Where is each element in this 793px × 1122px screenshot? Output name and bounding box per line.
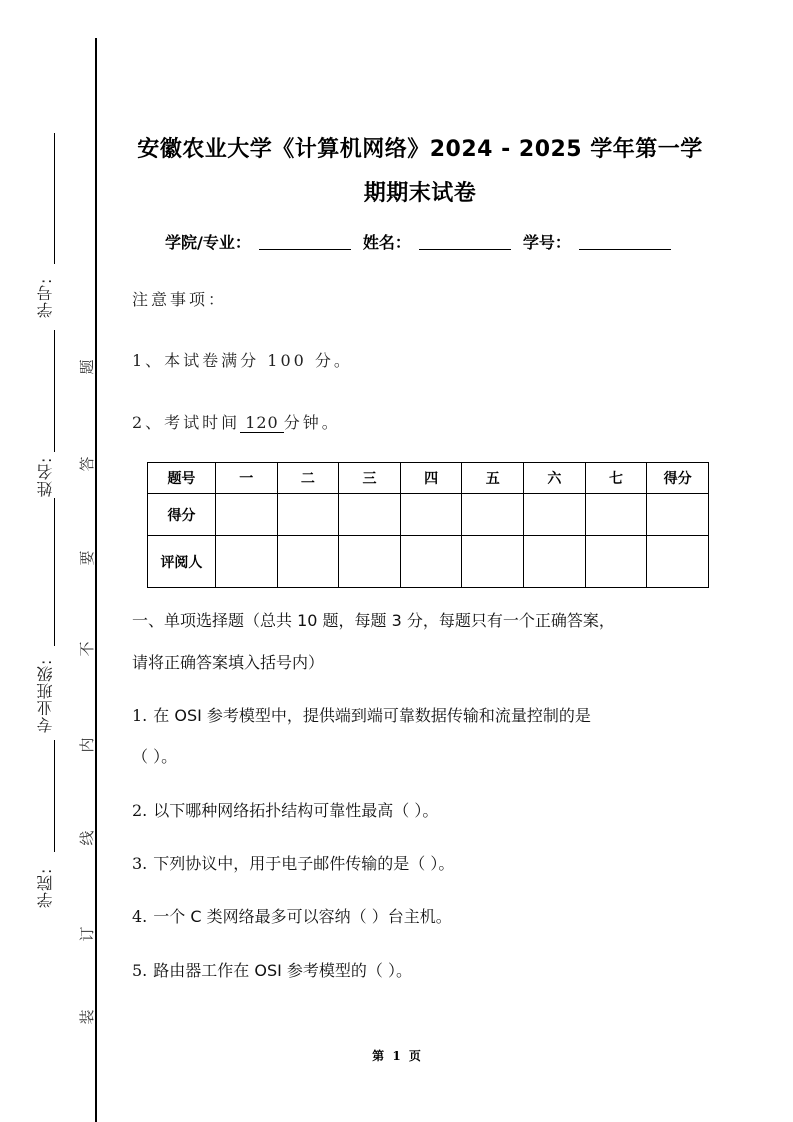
table-header-cell: 得分 — [647, 463, 709, 494]
question-text: 路由器工作在 OSI 参考模型的（ ）。 — [153, 961, 412, 980]
binding-label-class: 专业班级: — [36, 658, 55, 734]
question-4 — [132, 907, 717, 927]
question-number: 3. — [132, 854, 148, 873]
question-1-continuation: （ ）。 — [132, 747, 178, 766]
notes-item-2 — [132, 410, 341, 433]
score-cell[interactable] — [339, 494, 401, 536]
question-text: 在 OSI 参考模型中，提供端到端可靠数据传输和流量控制的是 — [153, 706, 591, 725]
reviewer-cell[interactable] — [277, 536, 339, 588]
reviewer-cell[interactable] — [400, 536, 462, 588]
exam-title-line1: 安徽农业大学《计算机网络》2024 - 2025 学年第一学 — [137, 137, 703, 162]
notes-heading: 注意事项： — [132, 290, 228, 309]
score-cell[interactable] — [277, 494, 339, 536]
seal-char-xian: 线 — [78, 830, 96, 846]
seal-char-ding: 订 — [78, 926, 96, 942]
binding-label-student-id: 学号: — [36, 277, 55, 319]
question-3 — [132, 854, 717, 874]
seal-char-bu: 不 — [78, 641, 96, 657]
question-text: 一个 C 类网络最多可以容纳（ ）台主机。 — [153, 907, 452, 926]
student-id-field[interactable] — [579, 232, 671, 250]
score-cell[interactable] — [647, 494, 709, 536]
notes-item-2-prefix: 2、考试时间 — [132, 413, 241, 432]
binding-label-name: 姓名: — [36, 456, 55, 498]
score-cell[interactable] — [215, 494, 277, 536]
question-number: 4. — [132, 907, 148, 926]
question-number: 1. — [132, 706, 148, 725]
question-5 — [132, 961, 717, 981]
reviewer-cell[interactable] — [462, 536, 524, 588]
section-title-line1: 一、单项选择题（总共 10 题，每题 3 分，每题只有一个正确答案， — [132, 611, 615, 630]
exam-title-line2: 期期末试卷 — [363, 181, 477, 206]
binding-blank-line — [54, 330, 55, 452]
reviewer-cell[interactable] — [339, 536, 401, 588]
table-header-cell: 六 — [524, 463, 586, 494]
name-field[interactable] — [419, 232, 511, 250]
notes-item-1: 1、本试卷满分 100 分。 — [132, 351, 353, 370]
reviewer-row — [148, 536, 709, 588]
question-text: 以下哪种网络拓扑结构可靠性最高（ ）。 — [153, 801, 439, 820]
score-row — [148, 494, 709, 536]
reviewer-cell[interactable] — [647, 536, 709, 588]
score-table-header-row — [148, 463, 709, 494]
student-id-label: 学号： — [522, 233, 571, 252]
score-cell[interactable] — [524, 494, 586, 536]
score-cell[interactable] — [462, 494, 524, 536]
table-header-cell: 四 — [400, 463, 462, 494]
table-header-cell: 题号 — [148, 463, 216, 494]
table-header-cell: 五 — [462, 463, 524, 494]
college-major-field[interactable] — [259, 232, 351, 250]
name-label: 姓名： — [362, 233, 411, 252]
binding-label-college: 学院: — [36, 867, 55, 909]
seal-char-da: 答 — [78, 456, 96, 472]
exam-duration-value: 120 — [240, 414, 284, 433]
binding-blank-line — [54, 498, 55, 646]
seal-char-ti: 题 — [78, 359, 96, 375]
question-1 — [132, 706, 717, 726]
table-header-cell: 三 — [339, 463, 401, 494]
score-table — [147, 462, 709, 588]
notes-item-2-suffix: 分钟。 — [283, 413, 341, 432]
table-header-cell: 一 — [215, 463, 277, 494]
seal-char-zhuang: 装 — [78, 1009, 96, 1025]
table-header-cell: 二 — [277, 463, 339, 494]
seal-char-nei: 内 — [78, 737, 96, 753]
reviewer-cell[interactable] — [524, 536, 586, 588]
question-number: 5. — [132, 961, 148, 980]
binding-line — [95, 38, 97, 1122]
question-2 — [132, 801, 717, 821]
reviewer-cell[interactable] — [215, 536, 277, 588]
section-title-line2: 请将正确答案填入括号内） — [132, 653, 325, 672]
table-row-label: 评阅人 — [148, 536, 216, 588]
seal-char-yao: 要 — [78, 550, 96, 566]
binding-blank-line — [54, 133, 55, 264]
question-text: 下列协议中，用于电子邮件传输的是（ ）。 — [153, 854, 455, 873]
table-header-cell: 七 — [585, 463, 647, 494]
page-number: 第 1 页 — [372, 1049, 421, 1063]
binding-blank-line — [54, 740, 55, 852]
table-row-label: 得分 — [148, 494, 216, 536]
score-cell[interactable] — [400, 494, 462, 536]
reviewer-cell[interactable] — [585, 536, 647, 588]
question-number: 2. — [132, 801, 148, 820]
score-cell[interactable] — [585, 494, 647, 536]
student-info-row — [165, 230, 683, 253]
college-major-label: 学院/专业： — [165, 233, 251, 252]
